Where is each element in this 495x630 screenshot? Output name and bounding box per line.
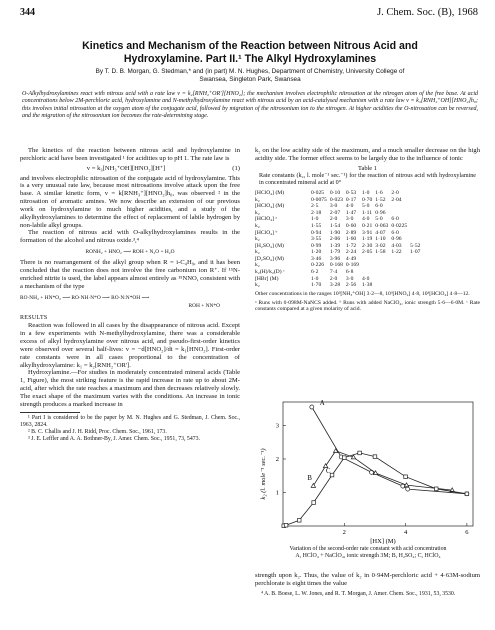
y-tick-label: 2 xyxy=(275,455,279,463)
paragraph: The kinetics of the reaction between nitrous acid and hydroxylamine in perchloric acid have been investigated ¹ for acidities up to pH 1. The rate law is xyxy=(20,147,240,162)
figure-plot xyxy=(255,396,480,546)
table-cell: 1·0 xyxy=(311,216,319,223)
paragraph: k₂ on the low acidity side of the maximum, and a much smaller decrease on the high acidity side. The former effect seems to be largely due to the influence of ionic xyxy=(255,147,480,162)
table-cell xyxy=(375,269,391,276)
data-point xyxy=(401,484,405,488)
table-cell: 1·10 xyxy=(375,236,386,243)
table-cell: 5·52 xyxy=(410,242,421,249)
table-note: Other concentrations in the ranges 10³[NH₃⁺OH] 3·2—8, 10³[HNO₂] 4·8, 10³[HClO₄] 4·8—12. xyxy=(255,290,470,297)
table-cell xyxy=(375,276,391,283)
x-axis-label: [HX] (M) xyxy=(370,538,396,545)
table-cell: 2·56 xyxy=(345,282,357,289)
data-point xyxy=(342,456,346,460)
caption-main: Variation of the second-order rate constant with acid concentration xyxy=(289,546,447,552)
table-cell: 1·22 xyxy=(391,249,402,256)
table-cell xyxy=(391,203,410,210)
table-cell xyxy=(391,276,410,283)
table-cell: 1·52 xyxy=(375,196,386,203)
paragraph: and involves electrophilic nitrosation of the conjugate acid of hydroxylamine. This is a very unusual rate law, because most nitrosations involve attack upon the free base. A similar kinetic form, v = k[RNH₃⁺][HNO₂]h₀, was observed ² in the nitrosation of aromatic amines. We now describe an extension of our previous work on hydroxylamine to much higher acidities, and a study of the alkylhydroxylamines to determine the effect of replacement of labile hydrogen by non-labile alkyl groups. xyxy=(20,174,240,229)
table-cell xyxy=(362,269,375,276)
table-cell: 5·0 xyxy=(375,216,383,223)
table-cell: 2·0 xyxy=(391,189,399,196)
paragraph: Reaction was followed in all cases by the disappearance of nitrous acid. Except in a few experiments with N-methylhydroxylamine, there was a considerable excess of alkyl hydroxylamine over nitrous acid, and pseudo-first-order kinetics were observed over several half-lives: v = −d[HNO₂]/dt = k₁[HNO₂]. First-order rate constants were in all cases proportional to the concentration of alkylhydroxylamine: k₁ = k₂[RNH₂⁺OR']. xyxy=(20,322,240,369)
data-point xyxy=(373,455,377,459)
table-cell: 6·0 xyxy=(375,203,383,210)
y-axis-label: k₂ (l. mole⁻¹ sec.⁻¹) xyxy=(260,448,267,500)
table-cell: 2·0 xyxy=(329,216,338,223)
table-row xyxy=(255,236,423,243)
table-cell: 6·8 xyxy=(345,269,354,276)
table-cell: 2·30 xyxy=(361,242,373,249)
table-cell xyxy=(391,269,410,276)
equation-body: v = k₃[NH₃⁺OH][HNO₂][H⁺] xyxy=(86,164,166,172)
table-row xyxy=(255,230,423,237)
table-cell: 1·90 xyxy=(329,229,341,236)
table-cell: 1·79 xyxy=(329,249,341,256)
equation-number: (1) xyxy=(232,164,240,172)
table-title: Table 1 xyxy=(358,164,377,172)
table-row-label: k₂ xyxy=(255,196,260,203)
authors-line: By T. D. B. Morgan, G. Stedman,* and (in part) M. N. Hughes, Department of Chemistry, University College of xyxy=(95,68,405,75)
table-row xyxy=(255,210,423,217)
table-cell: 1·55 xyxy=(311,222,322,229)
table-row-label: k₂ xyxy=(255,249,260,256)
table-cell xyxy=(391,282,410,289)
table-cell: 4·0 xyxy=(345,203,354,210)
table-cell: 2·18 xyxy=(311,209,322,216)
footnote: ² B. C. Challis and J. H. Ridd, Proc. Chem. Soc., 1961, 173. xyxy=(28,428,167,435)
table-cell xyxy=(391,262,410,269)
table-cell: 1·58 xyxy=(375,249,386,256)
y-tick-label: 1 xyxy=(275,489,279,497)
table-cell: 2·24 xyxy=(345,249,357,256)
article-title xyxy=(40,40,460,66)
table-cell: 2·07 xyxy=(329,209,341,216)
data-point xyxy=(284,523,288,527)
table-cell: 6·0 xyxy=(391,216,399,223)
table-cell: 1·70 xyxy=(311,282,322,289)
table-cell xyxy=(375,282,391,289)
data-point xyxy=(297,519,301,523)
section-heading: RESULTS xyxy=(20,314,48,321)
table-cell: 2·04 xyxy=(391,196,402,203)
reaction-scheme-1: RONH₂ + HNO₂ ⟶ ROH + N₂O + H₂O xyxy=(85,249,175,256)
table-row xyxy=(255,276,423,283)
table-cell: 0·96 xyxy=(391,236,402,243)
table-cell: 0·169 xyxy=(345,262,359,269)
table-cell: 1·07 xyxy=(410,249,421,256)
table-cell xyxy=(391,256,410,263)
table-caption: Rate constants (k₂, l. mole⁻¹ sec.⁻¹) for the reaction of nitrous acid with hydroxylamine in concentrated mineral acid at 0° xyxy=(259,172,476,186)
series-line-b xyxy=(313,451,452,490)
table-row xyxy=(255,249,423,256)
data-point xyxy=(404,475,408,479)
affiliation-line: Swansea, Singleton Park, Swansea xyxy=(199,76,301,83)
table-row-label: k₂ xyxy=(255,282,260,289)
table-cell: 4·0 xyxy=(361,275,370,282)
table-cell: 4·0 xyxy=(361,216,370,223)
title-line-1: Kinetics and Mechanism of the Reaction between Nitrous Acid and xyxy=(82,40,418,52)
table-row xyxy=(255,269,423,276)
series-line-c xyxy=(284,453,467,526)
table-row-label: k₂ xyxy=(255,209,260,216)
table-cell: 2·89 xyxy=(345,229,357,236)
table-cell: 2·05 xyxy=(361,249,373,256)
table-cell: 6·2 xyxy=(311,269,319,276)
table-row xyxy=(255,216,423,223)
curve-label: C xyxy=(326,468,331,476)
table-cell: 0·0075 xyxy=(311,196,327,203)
table-cell: 1·19 xyxy=(361,236,373,243)
table-cell: 0·0225 xyxy=(391,222,408,229)
paragraph: There is no rearrangement of the alkyl group when R = i-C₄H₉, and it has been concluded that the reaction does not involve the free carbonium ion R⁺. If ¹⁵N-enriched nitrite is used, the label appears almost entirely as ¹⁵NNO, consistent with a mechanism of the type xyxy=(20,259,240,290)
table-cell: 0·023 xyxy=(329,196,343,203)
table-cell: 1·38 xyxy=(361,282,373,289)
table-cell: 2·0 xyxy=(329,275,338,282)
table-cell: 0·063 xyxy=(375,222,389,229)
data-point xyxy=(434,487,438,491)
data-point xyxy=(310,405,314,409)
table-cell: 0·21 xyxy=(361,222,373,229)
table-note: ᵃ Runs with 0·098M-NaNCS added. ᵇ Runs with added NaClO₄, ionic strength 5·6—6·0M. ᶜ Rate constants compared at a given molarity of acid. xyxy=(255,299,480,313)
footnote: ³ J. E. Leffler and A. A. Bothner-By, J. Amer. Chem. Soc., 1951, 73, 5473. xyxy=(28,435,200,442)
table-cell: 0·17 xyxy=(345,196,357,203)
title-line-2: Hydroxylamine. Part II.¹ The Alkyl Hydroxylamines xyxy=(123,53,377,65)
table-cell: 0·94 xyxy=(311,229,322,236)
data-point xyxy=(330,473,334,477)
table-cell xyxy=(362,256,375,263)
x-tick-label: 4 xyxy=(403,529,408,536)
paragraph: strength upon k₂. Thus, the value of k₂ in 0·94M-perchloric acid + 4·63M-sodium perchlorate is eight times the value xyxy=(255,572,480,587)
table-row-label: k₂ xyxy=(255,262,260,269)
table-cell: 0·226 xyxy=(311,262,325,269)
equation-1 xyxy=(20,165,240,173)
abstract: O-Alkylhydroxylamines react with nitrous acid with a rate law v = k₂[RNH₂⁺OR'][HNO₂]; the mechanism involves electrophilic nitrosation at the nitrogen atom of the free base. At acid concentrations below 2M-perchloric acid, hydroxylamine and N-methylhydroxylamine react with nitrous acid by an acid-catalysed mechanism with a rate law v = k₃[RNH₂⁺OH][HNO₂]h₀; this involves initial nitrosation at the oxygen atom of the conjugate acid, followed by migration of the nitrosonium ion to the nitrogen. At higher acidities the O-nitrosation can be reversed, and the migration of the nitrosonium ion becomes the rate-determining stage. xyxy=(22,91,478,120)
table-cell: 3·0 xyxy=(329,203,338,210)
table-cell: 2·5 xyxy=(311,203,319,210)
paragraph: Hydroxylamine.—For studies in moderately concentrated mineral acids (Table 1, Figure), the most striking feature is the rapid increase in rate up to about 2M-acid, after which the rate reaches a maximum and then decreases relatively slowly. The exact shape of the maximum varies with the conditions. An increase in ionic strength produces a marked increase in xyxy=(20,369,240,408)
table-row-label: [HClO₄] ᵇ xyxy=(255,229,278,236)
journal-reference: J. Chem. Soc. (B), 1968 xyxy=(377,7,478,18)
caption-detail: A, HClO₄ + NaClO₄, ionic strength 3M; B, H₂SO₄; C, HClO₄ xyxy=(295,553,441,559)
table-cell: 1·0 xyxy=(311,275,319,282)
right-column xyxy=(255,147,480,313)
table-cell xyxy=(391,210,410,217)
table-cell: 1·47 xyxy=(345,209,357,216)
table-cell: 3·46 xyxy=(311,255,322,262)
table-cell: 0·70 xyxy=(361,196,373,203)
table-cell: 3·02 xyxy=(375,242,386,249)
table-cell: 0·10 xyxy=(329,189,341,196)
table-cell: 0·99 xyxy=(311,242,322,249)
table-cell: 1·54 xyxy=(329,222,341,229)
author-block xyxy=(22,68,478,84)
page-number: 344 xyxy=(20,7,35,18)
table-cell: 7·4 xyxy=(329,269,338,276)
table-row-label: [HClO₄] (M) xyxy=(255,189,285,196)
table-cell: 3·96 xyxy=(329,255,341,262)
table-cell xyxy=(375,262,391,269)
scheme-line: ROH + NN*O xyxy=(188,302,220,309)
reaction-scheme-2 xyxy=(20,294,240,310)
table-row-label: k₂(H)/k₂(D) ᶜ xyxy=(255,269,285,276)
table-row-label: [HClO₄] ᵃ xyxy=(255,216,277,223)
data-point xyxy=(373,471,377,475)
data-point xyxy=(465,492,469,496)
table-cell: 1·39 xyxy=(329,242,341,249)
table-cell: 5·0 xyxy=(361,203,370,210)
footnote-rule xyxy=(20,412,80,413)
x-tick-label: 2 xyxy=(342,529,346,536)
table-cell: 3·91 xyxy=(361,229,373,236)
table-row-label: [HClO₄] (M) xyxy=(255,203,285,210)
table-row-label: [H₂SO₄] (M) xyxy=(255,242,284,249)
data-point xyxy=(311,483,315,487)
rate-constant-table xyxy=(255,190,423,289)
table-cell: 2·06 xyxy=(329,236,341,243)
paragraph: The reaction of nitrous acid with O-alkylhydroxylamines results in the formation of the alcohol and nitrous oxide.³,⁴ xyxy=(20,229,240,245)
scheme-line: RO·NH₂ + HN*O₂ ⟶ RO·NH·N*O ⟶ RO·N:N*OH ⟶ xyxy=(20,294,150,301)
left-column xyxy=(20,147,240,443)
table-cell: 1·0 xyxy=(361,189,370,196)
table-cell: 4·03 xyxy=(391,242,402,249)
table-row xyxy=(255,282,423,289)
table-row xyxy=(255,243,423,250)
table-row xyxy=(255,190,423,197)
table-cell: 3·55 xyxy=(311,236,322,243)
table-cell: 3·0 xyxy=(345,275,354,282)
curve-label: B xyxy=(307,474,312,482)
table-cell: 0·96 xyxy=(375,209,386,216)
table-cell: 4·07 xyxy=(375,229,386,236)
table-cell xyxy=(362,262,375,269)
table-cell: 0·168 xyxy=(329,262,343,269)
table-row-label: k₂ xyxy=(255,236,260,243)
table-cell xyxy=(375,256,391,263)
table-cell: 1·20 xyxy=(311,249,322,256)
footnote: ⁴ A. B. Boese, L. W. Jones, and R. T. Morgan, J. Amer. Chem. Soc., 1931, 53, 3530. xyxy=(261,590,456,597)
table-cell: 3·28 xyxy=(329,282,341,289)
table-cell: 1·60 xyxy=(345,236,357,243)
right-column-bottom xyxy=(255,572,480,598)
curve-label: A xyxy=(319,400,325,408)
plot-svg xyxy=(255,396,480,546)
table-cell: 0·60 xyxy=(345,222,357,229)
table-cell: 0·025 xyxy=(311,189,325,196)
plot-frame xyxy=(283,402,473,526)
table-cell: 6·0 xyxy=(391,229,399,236)
table-cell: 1·6 xyxy=(375,189,383,196)
table-cell: 4·49 xyxy=(345,255,357,262)
table-row xyxy=(255,256,423,263)
y-tick-label: 3 xyxy=(275,422,279,430)
table-cell: 1·11 xyxy=(361,209,373,216)
table-row-label: [HBr] (M) xyxy=(255,275,279,282)
data-point xyxy=(358,451,362,455)
table-cell: 0·53 xyxy=(345,189,357,196)
data-point xyxy=(406,487,410,491)
x-tick-label: 6 xyxy=(465,529,469,536)
table-row xyxy=(255,203,423,210)
table-cell: 1·72 xyxy=(345,242,357,249)
data-point xyxy=(312,501,316,505)
footnote: ¹ Part I is considered to be the paper by M. N. Hughes and G. Stedman, J. Chem. Soc., 1963, 2824. xyxy=(20,414,240,428)
table-cell: 3·0 xyxy=(345,216,354,223)
table-row-label: k₂ xyxy=(255,222,260,229)
table-row xyxy=(255,223,423,230)
table-row-label: [D₂SO₄] (M) xyxy=(255,255,284,262)
figure-caption xyxy=(268,546,468,560)
